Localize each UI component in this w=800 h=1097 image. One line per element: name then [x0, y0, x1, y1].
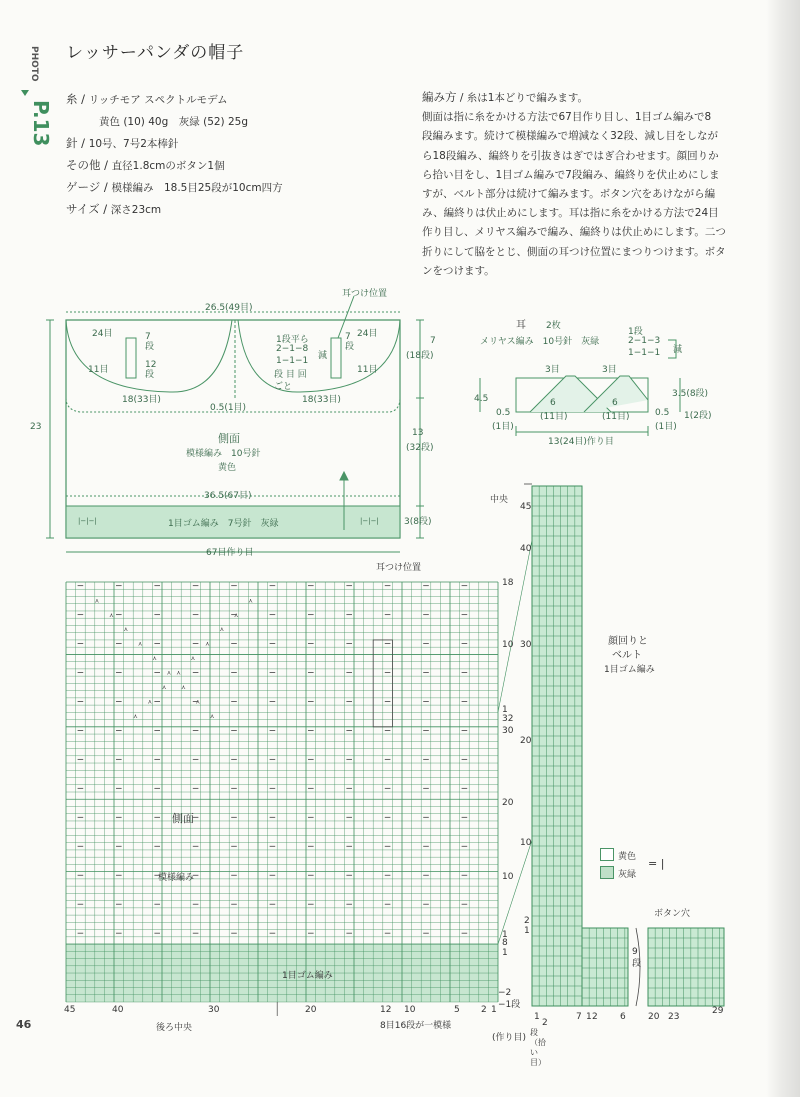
page-title: レッサーパンダの帽子 — [66, 43, 245, 63]
decrease-mark: ⋏ — [195, 698, 201, 706]
decrease-mark: ⋏ — [147, 698, 153, 706]
ear-st3-right: 3目 — [602, 365, 617, 375]
bh-x-tick: 29 — [712, 1006, 724, 1016]
ear-desc: メリヤス編み 10号針 灰緑 — [480, 337, 600, 347]
decrease-mark: ⋏ — [181, 684, 186, 692]
chart-row-label: 1 — [502, 930, 508, 940]
side-rib-height: 3(8段) — [404, 517, 432, 527]
side-st11-right: 11目 — [357, 365, 378, 375]
chart-row-label: 1 — [502, 705, 508, 715]
ear-cast-on: 13(24目)作り目 — [548, 437, 614, 447]
slash: / — [77, 136, 89, 150]
band-chart-grid — [498, 484, 724, 1006]
slash: / — [99, 202, 111, 216]
chart-x-tick: 5 — [454, 1005, 460, 1015]
decrease-mark: ⋏ — [166, 669, 172, 677]
legend-green: 灰緑 — [618, 870, 637, 880]
decrease-mark: ⋏ — [248, 597, 253, 605]
instructions-line: すが、ベルト部分は続けて編みます。ボタン穴をあけながら編 — [422, 188, 716, 201]
chart-row-label: 18 — [502, 578, 514, 588]
side-bottom-18-left: 18(33目) — [122, 395, 161, 405]
page-number: 46 — [16, 1018, 32, 1031]
side-name: 側面 — [218, 432, 240, 445]
bh-x-tick: 23 — [668, 1012, 680, 1022]
chart-rib-label: 1目ゴム編み — [282, 971, 333, 981]
ear-edge-right-st: (1目) — [655, 422, 677, 432]
side-st24-left: 24目 — [92, 329, 113, 339]
instructions-line: み、編終りは伏止めにします。耳は指に糸をかける方法で24目 — [422, 207, 719, 220]
chart-pattern-label: 模様編み — [158, 873, 195, 883]
decrease-mark: ⋏ — [162, 684, 167, 692]
side-dec-rule-0: 1段平ら — [276, 335, 309, 345]
ear-dec: 減 — [673, 345, 683, 355]
button-hole-label: ボタン穴 — [654, 909, 691, 919]
decrease-mark: ⋏ — [190, 655, 196, 663]
chart-row-label: 10 — [502, 872, 514, 882]
chart-x-tick: 12 — [380, 1005, 392, 1015]
band-x-tick: 1 — [586, 1012, 592, 1022]
decrease-mark: ⋏ — [123, 626, 129, 634]
instructions-line: ンをつけます。 — [422, 264, 495, 277]
decrease-mark: ⋏ — [133, 713, 138, 721]
slash: / — [100, 180, 112, 194]
material-row-size: サイズ / 深さ23cm — [66, 202, 162, 216]
chart-row-label: 1 — [502, 948, 508, 958]
chart-row-label: 8 — [502, 938, 508, 948]
photo-label: PHOTO — [29, 46, 39, 82]
band-row-label: 1 — [524, 926, 530, 936]
side-width-365: 36.5(67目) — [204, 491, 252, 501]
slash: / — [100, 158, 112, 172]
legend-swatch-green — [600, 866, 614, 879]
chart-bottom-row: −2 — [498, 988, 512, 998]
side-7dan-right: 7段 — [345, 332, 355, 352]
main-chart-grid — [66, 582, 498, 1016]
legend-yellow: 黄色 — [618, 852, 637, 862]
page-gutter-shadow — [766, 0, 800, 1097]
side-st24-right: 24目 — [357, 329, 378, 339]
band-row-label: 30 — [520, 640, 532, 650]
material-row-other: その他 / 直径1.8cmのボタン1個 — [66, 158, 225, 172]
slash: / — [456, 92, 467, 104]
material-row-gauge: ゲージ / 模様編み 18.5目25段が10cm四方 — [66, 180, 283, 194]
side-dec: 減 — [318, 351, 328, 361]
side-right-32: (32段) — [406, 443, 434, 453]
side-dec-rule-2: 1−1−1 — [276, 356, 309, 366]
side-right-7: 7 — [430, 336, 436, 346]
chart-x-tick: 10 — [404, 1005, 416, 1015]
band-9dan: 9段 — [632, 947, 642, 969]
bh-x-tick: 20 — [648, 1012, 660, 1022]
side-dec-rule-4: ごと — [274, 382, 293, 392]
chart-row-label: 20 — [502, 798, 514, 808]
side-rib-sym-left: |−|−| — [78, 517, 97, 525]
instructions-line: 側面は指に糸をかける方法で67目作り目し、1目ゴム編みで8 — [422, 111, 712, 124]
material-row-yarn: 糸 / リッチモア スペクトルモデム — [66, 92, 228, 106]
band-x-tick: 7 — [576, 1012, 582, 1022]
ear-edge-left-st: (1目) — [492, 422, 514, 432]
band-row-label: 40 — [520, 544, 532, 554]
ear-name: 耳 — [516, 320, 526, 331]
band-row-label: 10 — [520, 838, 532, 848]
ear-st3-left: 3目 — [545, 365, 560, 375]
side-color: 黄色 — [218, 463, 237, 473]
chart-repeat-note: 8目16段が一模様 — [380, 1021, 452, 1031]
band-center-front: 中央 — [490, 495, 509, 505]
side-st11-left: 11目 — [88, 365, 109, 375]
decrease-mark: ⋏ — [109, 611, 114, 619]
ear-count: 2枚 — [546, 321, 561, 331]
band-x-tick: 2 — [542, 1018, 548, 1028]
ear-dec-rule-1: 2−1−3 — [628, 336, 661, 346]
ear-edge-right: 0.5 — [655, 408, 670, 418]
band-x-tick: 1 — [534, 1012, 540, 1022]
legend-swatch-yellow — [600, 848, 614, 861]
decrease-mark: ⋏ — [210, 713, 215, 721]
chart-x-tick: 40 — [112, 1005, 124, 1015]
decrease-mark: ⋏ — [219, 626, 225, 634]
ear-w11-right: (11目) — [602, 412, 630, 422]
decrease-mark: ⋏ — [152, 655, 157, 663]
ear-height-45: 4.5 — [474, 394, 489, 404]
side-height-23: 23 — [30, 422, 42, 432]
chart-side-label: 側面 — [172, 812, 194, 825]
side-bottom-18-right: 18(33目) — [302, 395, 341, 405]
instructions-line: ら18段編み、編終りを引抜きはぎではぎ合わせます。顔回りか — [422, 149, 719, 162]
material-row-needles: 針 / 10号、7号2本棒針 — [66, 136, 179, 150]
chart-x-tick: 2 — [481, 1005, 487, 1015]
chart-x-tick: 1 — [491, 1005, 497, 1015]
ear-w6-right: 6 — [612, 398, 618, 408]
decrease-mark: ⋏ — [234, 611, 239, 619]
band-rib: 1目ゴム編み — [604, 665, 655, 675]
ear-w11-left: (11目) — [540, 412, 568, 422]
link-line — [498, 540, 532, 712]
chart-x-tick: 20 — [305, 1005, 317, 1015]
decrease-mark: ⋏ — [176, 669, 181, 677]
chart-bottom-row: −1段 — [498, 1000, 521, 1010]
ear-height-35: 3.5(8段) — [672, 389, 709, 399]
ear-dec-rule-2: 1−1−1 — [628, 348, 661, 358]
side-right-18: (18段) — [406, 351, 434, 361]
band-row-label: 2 — [524, 916, 530, 926]
ear-height-1: 1(2段) — [684, 411, 712, 421]
band-name-1: ベルト — [612, 650, 642, 661]
side-ear-position: 耳つけ位置 — [342, 289, 388, 299]
chart-x-tick: 45 — [64, 1005, 76, 1015]
slash: / — [77, 92, 89, 106]
side-right-13: 13 — [412, 428, 424, 438]
side-rib: 1目ゴム編み 7号針 灰緑 — [168, 519, 279, 529]
band-pickup-note: 段（拾い目） — [530, 1028, 546, 1067]
decrease-mark: ⋏ — [138, 640, 143, 648]
legend-equals: = | — [648, 857, 665, 870]
side-cast-on: 67目作り目 — [206, 548, 254, 558]
side-rib-sym-right: |−|−| — [360, 517, 379, 525]
chart-row-label: 32 — [502, 714, 514, 724]
decrease-mark: ⋏ — [205, 640, 210, 648]
band-x-tick: 2 — [592, 1012, 598, 1022]
chart-ear-position: 耳つけ位置 — [376, 563, 422, 573]
band-row-label: 45 — [520, 502, 532, 512]
band-name-0: 顔回りと — [608, 636, 648, 647]
chart-cast-on-row: (作り目) — [492, 1033, 527, 1043]
button-hole-fill — [648, 928, 724, 1006]
ear-w6-left: 6 — [550, 398, 556, 408]
band-row-label: 20 — [520, 736, 532, 746]
instructions-line: 段編みます。続けて模様編みで増減なく32段、減し目をしなが — [422, 130, 719, 143]
side-dec-rule-3: 段 目 回 — [274, 370, 307, 380]
chart-row-label: 30 — [502, 726, 514, 736]
instructions-first-line: 編み方 / 糸は1本どりで編みます。 — [422, 90, 589, 104]
chart-center-back: 後ろ中央 — [156, 1023, 193, 1033]
band-x-tick: 6 — [620, 1012, 626, 1022]
side-12dan: 12段 — [145, 360, 157, 380]
material-row-colors: 黄色 (10) 40g 灰緑 (52) 25g — [99, 116, 249, 128]
chart-x-tick: 30 — [208, 1005, 220, 1015]
instructions-line: 作り目し、メリヤス編みで編み、編終りは伏止めにします。二つ — [422, 226, 726, 239]
decrease-mark: ⋏ — [94, 597, 100, 605]
side-7dan-left: 7段 — [145, 332, 155, 352]
photo-page-ref: P.13 — [29, 100, 53, 147]
side-dec-rule-1: 2−1−8 — [276, 344, 309, 354]
ear-edge-left: 0.5 — [496, 408, 511, 418]
instructions-line: 折りにして脇をとじ、側面の耳つけ位置にまつりつけます。ボタ — [422, 245, 726, 258]
ear-dec-rule-0: 1段 — [628, 327, 643, 337]
side-top-width: 26.5(49目) — [205, 303, 253, 313]
side-pattern: 模様編み 10号針 — [186, 449, 261, 459]
chart-row-label: 10 — [502, 640, 514, 650]
side-center-05: 0.5(1目) — [210, 403, 247, 413]
instructions-line: ら拾い目をし、1目ゴム編みで7段編み、編終りを伏止めにしま — [422, 168, 720, 181]
